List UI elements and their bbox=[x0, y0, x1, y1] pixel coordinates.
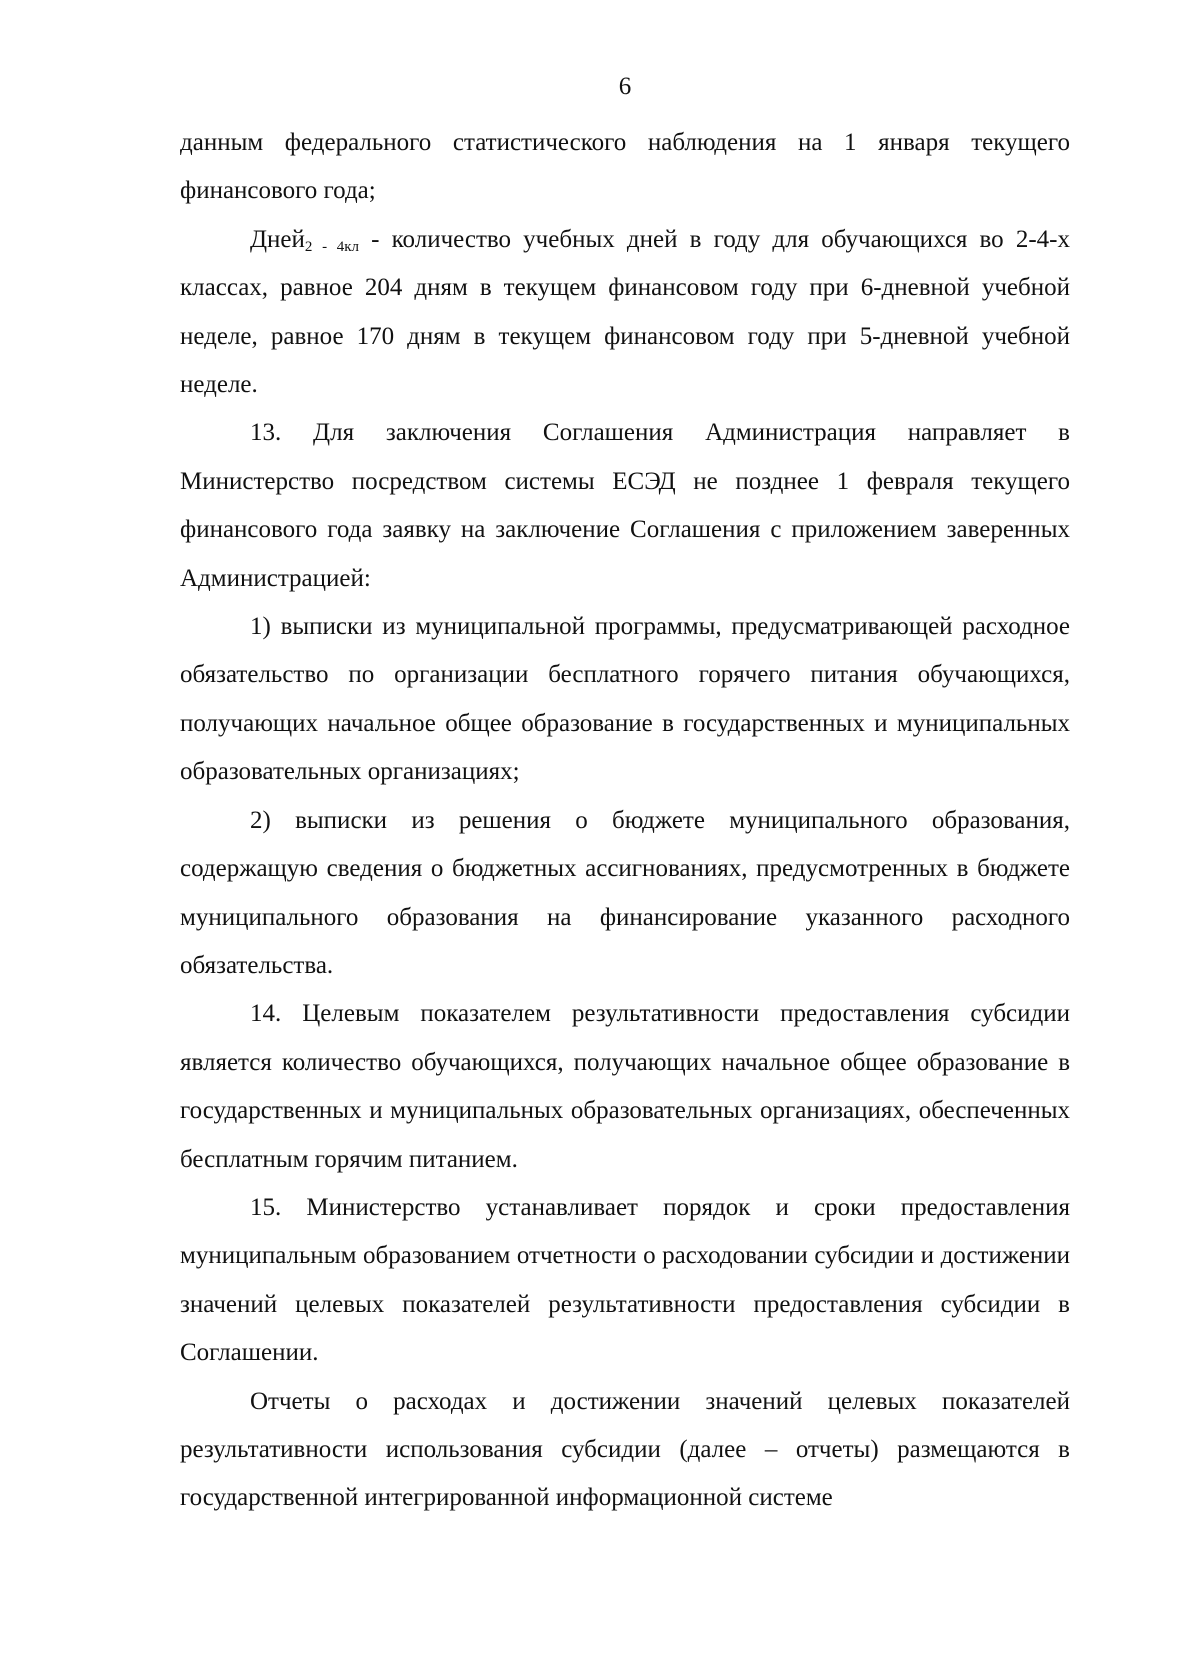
paragraph-reports: Отчеты о расходах и достижении значений целевых показателей результативности использования субсидии (далее – отчеты) размещаются в государственной интегрированной информационной системе bbox=[180, 1387, 1070, 1512]
school-days-definition: - количество учебных дней в году для обучающихся во 2-4-х классах, равное 204 дням в текущем финансовом году при 6-дневной учебной неделе, равное 170 дням в текущем финансовом году при 5-дневной учебной неделе. bbox=[180, 225, 1070, 399]
paragraph-school-days bbox=[180, 216, 1070, 410]
paragraph-item-2: 2) выписки из решения о бюджете муниципального образования, содержащую сведения о бюджетных ассигнованиях, предусмотренных в бюджете муниципального образования на финансирование указанного расходного обязательства. bbox=[180, 806, 1070, 979]
paragraph-14: 14. Целевым показателем результативности предоставления субсидии является количество обучающихся, получающих начальное общее образование в государственных и муниципальных образовательных организациях, обеспеченных бесплатным горячим питанием. bbox=[180, 1000, 1070, 1173]
paragraph-item-1: 1) выписки из муниципальной программы, предусматривающей расходное обязательство по организации бесплатного горячего питания обучающихся, получающих начальное общее образование в государственных и муниципальных образовательных организациях; bbox=[180, 613, 1070, 786]
paragraph-continuation: данным федерального статистического наблюдения на 1 января текущего финансового года; bbox=[180, 129, 1070, 205]
school-days-subscript: 2 - 4кл bbox=[304, 238, 360, 255]
document-page bbox=[180, 0, 1070, 1656]
school-days-symbol: Дней bbox=[250, 225, 305, 253]
page-number: 6 bbox=[618, 73, 632, 100]
document-body bbox=[180, 119, 1070, 1523]
paragraph-13: 13. Для заключения Соглашения Администрация направляет в Министерство посредством системы ЕСЭД не позднее 1 февраля текущего финансового года заявку на заключение Соглашения с приложением заверенных Администрацией: bbox=[180, 419, 1070, 592]
paragraph-15: 15. Министерство устанавливает порядок и сроки предоставления муниципальным образованием отчетности о расходовании субсидии и достижении значений целевых показателей результативности предоставления субсидии в Соглашении. bbox=[180, 1193, 1070, 1367]
